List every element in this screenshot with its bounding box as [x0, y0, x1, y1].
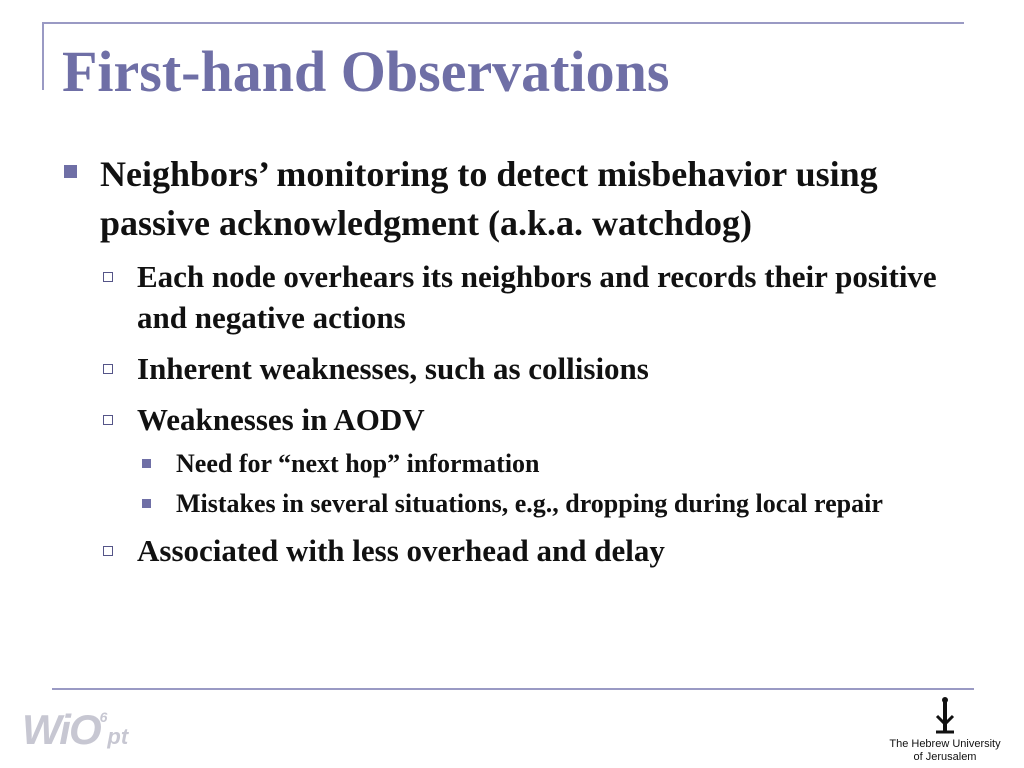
- logo-sup-text: 6: [99, 709, 108, 725]
- hollow-square-bullet-icon: [103, 272, 113, 282]
- bullet-text: Neighbors’ monitoring to detect misbehavior using passive acknowledgment (a.k.a. watchdog): [100, 154, 878, 243]
- square-bullet-icon: [142, 459, 151, 468]
- university-name-line2: of Jerusalem: [913, 751, 977, 763]
- bullet-level2: [60, 348, 960, 389]
- bottom-rule: [52, 688, 974, 690]
- square-bullet-icon: [142, 499, 151, 508]
- bullet-level2: [60, 256, 960, 338]
- hollow-square-bullet-icon: [103, 415, 113, 425]
- bullet-text: Each node overhears its neighbors and records their positive and negative actions: [137, 259, 937, 335]
- left-frame-line: [42, 22, 44, 90]
- hebrew-university-logo: [880, 696, 1010, 766]
- bullet-text: Inherent weaknesses, such as collisions: [137, 351, 649, 386]
- bullet-text: Weaknesses in AODV: [137, 402, 425, 437]
- wioptlogo: [22, 706, 128, 754]
- bullet-level3: [60, 446, 960, 482]
- bullet-level2: [60, 530, 960, 571]
- hollow-square-bullet-icon: [103, 364, 113, 374]
- bullet-text: Need for “next hop” information: [176, 449, 540, 478]
- logo-sub-text: pt: [107, 724, 129, 749]
- slide-body: [60, 150, 960, 581]
- square-bullet-icon: [64, 165, 77, 178]
- bullet-text: Mistakes in several situations, e.g., dropping during local repair: [176, 489, 883, 518]
- university-name-line1: The Hebrew University: [889, 738, 1001, 750]
- top-frame-line: [42, 22, 964, 24]
- bullet-text: Associated with less overhead and delay: [137, 533, 665, 568]
- bullet-level2: [60, 399, 960, 440]
- slide-title: First-hand Observations: [62, 39, 670, 104]
- logo-main-text: WiO: [22, 706, 100, 753]
- bullet-level3: [60, 486, 960, 522]
- bullet-level1: [60, 150, 960, 248]
- hollow-square-bullet-icon: [103, 546, 113, 556]
- university-emblem-icon: [933, 696, 957, 738]
